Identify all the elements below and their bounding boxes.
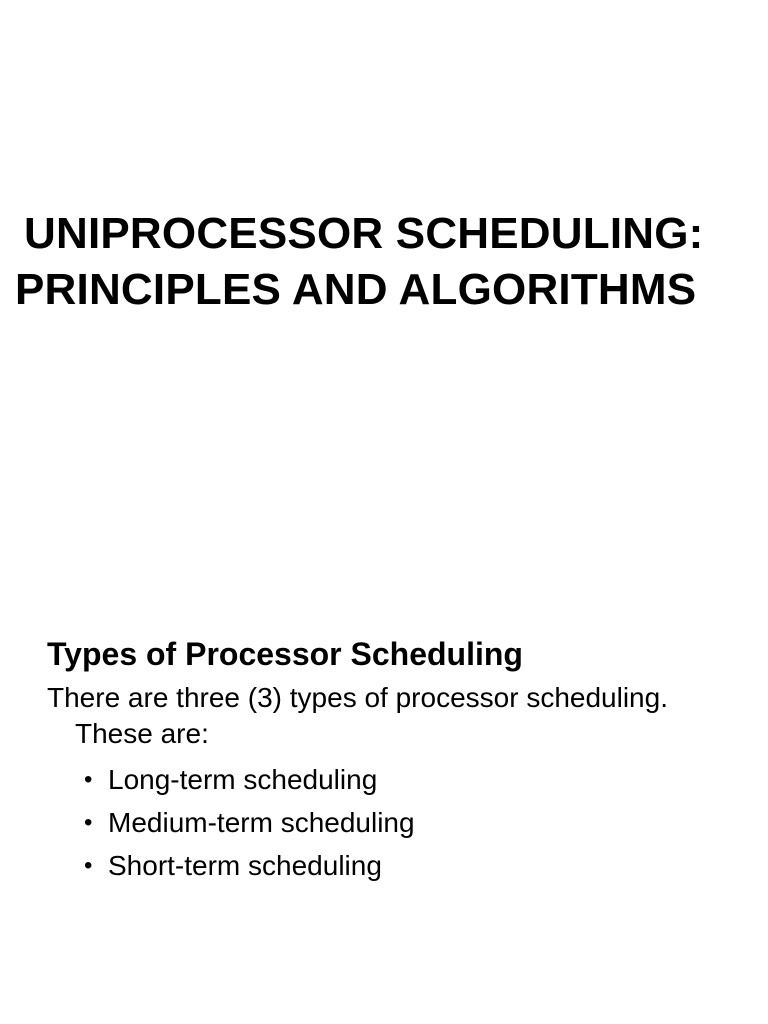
list-item-label: Long-term scheduling — [108, 764, 378, 795]
list-item — [47, 758, 747, 801]
title-line-1: UNIPROCESSOR SCHEDULING: — [24, 209, 704, 258]
title-line-2: PRINCIPLES AND ALGORITHMS — [15, 265, 697, 314]
intro-paragraph — [47, 680, 747, 752]
bullet-icon: • — [84, 852, 93, 879]
intro-line-1: There are three (3) types of processor scheduling. — [47, 682, 668, 713]
list-item — [47, 844, 747, 887]
list-item-label: Medium-term scheduling — [108, 807, 415, 838]
bullet-icon: • — [84, 809, 93, 836]
bullet-icon: • — [84, 766, 93, 793]
list-item-label: Short-term scheduling — [108, 850, 382, 881]
title-block — [0, 206, 768, 318]
scheduling-types-list — [47, 758, 747, 887]
list-item — [47, 801, 747, 844]
intro-line-2: These are: — [75, 718, 209, 749]
processor-scheduling-section — [47, 632, 747, 887]
section-heading: Types of Processor Scheduling — [47, 636, 523, 672]
